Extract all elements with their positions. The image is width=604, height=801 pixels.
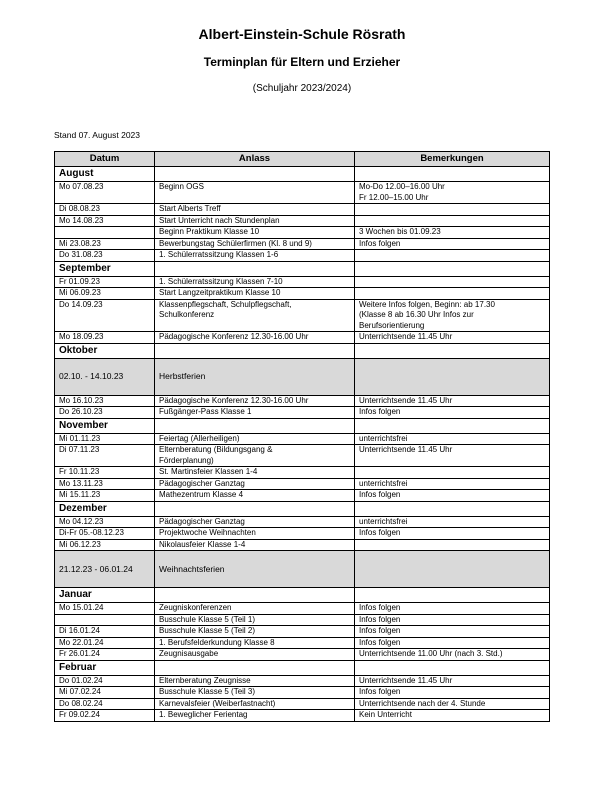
event-cell-line: Förderplanung) [159, 455, 214, 465]
date-cell: Di 07.11.23 [55, 445, 155, 467]
event-cell: 1. Schülerratssitzung Klassen 1-6 [155, 250, 355, 262]
event-cell: St. Martinsfeier Klassen 1-4 [155, 467, 355, 479]
event-cell: Herbstferien [155, 358, 355, 395]
table-row [55, 238, 550, 250]
holiday-row [55, 358, 550, 395]
table-row [55, 637, 550, 649]
empty-cell [155, 660, 355, 675]
note-cell: Kein Unterricht [355, 710, 550, 722]
month-row [55, 343, 550, 358]
note-cell: Unterrichtsende 11.45 Uhr [355, 675, 550, 687]
table-row [55, 227, 550, 239]
event-cell: Nikolausfeier Klasse 1-4 [155, 539, 355, 551]
table-row [55, 407, 550, 419]
note-cell-line: Fr 12.00–15.00 Uhr [359, 192, 429, 202]
table-row [55, 614, 550, 626]
note-cell-line: (Klasse 8 ab 16.30 Uhr Infos zur [359, 310, 474, 319]
note-cell: Infos folgen [355, 626, 550, 638]
month-row [55, 588, 550, 603]
event-cell: Weihnachtsferien [155, 551, 355, 588]
table-row [55, 433, 550, 445]
note-cell [355, 551, 550, 588]
note-cell: Infos folgen [355, 637, 550, 649]
table-header-row [55, 152, 550, 167]
event-cell: Zeugnisausgabe [155, 649, 355, 661]
schedule-body [55, 167, 550, 722]
date-cell: Di 08.08.23 [55, 204, 155, 216]
date-cell: Mo 22.01.24 [55, 637, 155, 649]
table-row [55, 288, 550, 300]
note-cell-line: Weitere Infos folgen, Beginn: ab 17.30 [359, 299, 495, 309]
empty-cell [155, 167, 355, 182]
note-cell-line: Berufsorientierung [359, 320, 425, 330]
empty-cell [355, 588, 550, 603]
note-cell: Infos folgen [355, 528, 550, 540]
note-cell: unterrichtsfrei [355, 478, 550, 490]
date-cell: Di-Fr 05.-08.12.23 [55, 528, 155, 540]
table-row [55, 445, 550, 467]
empty-cell [355, 261, 550, 276]
month-row [55, 261, 550, 276]
note-cell: Infos folgen [355, 407, 550, 419]
month-label: Februar [55, 660, 155, 675]
table-row [55, 698, 550, 710]
date-cell: Do 26.10.23 [55, 407, 155, 419]
date-cell: Fr 09.02.24 [55, 710, 155, 722]
note-cell: unterrichtsfrei [355, 516, 550, 528]
event-cell: Pädagogischer Ganztag [155, 516, 355, 528]
note-cell: Infos folgen [355, 238, 550, 250]
date-cell: Mi 15.11.23 [55, 490, 155, 502]
table-row [55, 276, 550, 288]
event-cell: Pädagogischer Ganztag [155, 478, 355, 490]
date-cell: Do 01.02.24 [55, 675, 155, 687]
event-cell: 1. Schülerratssitzung Klassen 7-10 [155, 276, 355, 288]
date-cell: Do 08.02.24 [55, 698, 155, 710]
date-cell: Mo 13.11.23 [55, 478, 155, 490]
date-cell: Fr 26.01.24 [55, 649, 155, 661]
event-cell: 1. Beweglicher Ferientag [155, 710, 355, 722]
note-cell [355, 276, 550, 288]
note-cell: Unterrichtsende 11.00 Uhr (nach 3. Std.) [355, 649, 550, 661]
date-cell [55, 227, 155, 239]
note-cell [355, 299, 550, 332]
event-cell: Pädagogische Konferenz 12.30-16.00 Uhr [155, 395, 355, 407]
date-cell: Mo 18.09.23 [55, 332, 155, 344]
note-cell: Infos folgen [355, 490, 550, 502]
event-cell: Start Alberts Treff [155, 204, 355, 216]
event-cell: Feiertag (Allerheiligen) [155, 433, 355, 445]
stand-date: Stand 07. August 2023 [54, 130, 141, 140]
event-cell-line: Elternberatung (Bildungsgang & [159, 445, 273, 454]
date-cell: Mi 01.11.23 [55, 433, 155, 445]
event-cell: Zeugniskonferenzen [155, 603, 355, 615]
empty-cell [355, 418, 550, 433]
table-row [55, 490, 550, 502]
date-cell [55, 614, 155, 626]
table-row [55, 299, 550, 332]
note-cell: Infos folgen [355, 687, 550, 699]
column-header-bemerkungen: Bemerkungen [355, 152, 550, 167]
date-cell: Mo 16.10.23 [55, 395, 155, 407]
event-cell: Start Langzeitpraktikum Klasse 10 [155, 288, 355, 300]
date-cell: 02.10. - 14.10.23 [55, 358, 155, 395]
table-row [55, 516, 550, 528]
date-cell: Mi 06.12.23 [55, 539, 155, 551]
table-row [55, 332, 550, 344]
note-cell [355, 182, 550, 204]
event-cell: 1. Berufsfelderkundung Klasse 8 [155, 637, 355, 649]
school-title: Albert-Einstein-Schule Rösrath [198, 26, 406, 42]
date-cell: 21.12.23 - 06.01.24 [55, 551, 155, 588]
empty-cell [155, 418, 355, 433]
event-cell [155, 299, 355, 332]
date-cell: Do 14.09.23 [55, 299, 155, 332]
event-cell: Projektwoche Weihnachten [155, 528, 355, 540]
empty-cell [155, 588, 355, 603]
note-cell: Unterrichtsende 11.45 Uhr [355, 332, 550, 344]
empty-cell [355, 660, 550, 675]
column-header-datum: Datum [55, 152, 155, 167]
note-cell [355, 288, 550, 300]
month-row [55, 660, 550, 675]
table-row [55, 539, 550, 551]
event-cell: Busschule Klasse 5 (Teil 1) [155, 614, 355, 626]
date-cell: Fr 01.09.23 [55, 276, 155, 288]
month-row [55, 167, 550, 182]
event-cell: Busschule Klasse 5 (Teil 3) [155, 687, 355, 699]
note-cell: Unterrichtsende nach der 4. Stunde [355, 698, 550, 710]
month-label: November [55, 418, 155, 433]
date-cell: Mo 07.08.23 [55, 182, 155, 204]
table-row [55, 215, 550, 227]
event-cell [155, 445, 355, 467]
note-cell [355, 467, 550, 479]
table-row [55, 204, 550, 216]
note-cell [355, 215, 550, 227]
event-cell: Beginn Praktikum Klasse 10 [155, 227, 355, 239]
note-cell: Infos folgen [355, 614, 550, 626]
date-cell: Mi 07.02.24 [55, 687, 155, 699]
note-cell-line: Mo-Do 12.00–16.00 Uhr [359, 182, 445, 191]
note-cell [355, 358, 550, 395]
note-cell: 3 Wochen bis 01.09.23 [355, 227, 550, 239]
table-row [55, 467, 550, 479]
month-label: Januar [55, 588, 155, 603]
date-cell: Mo 15.01.24 [55, 603, 155, 615]
document-subtitle: Terminplan für Eltern und Erzieher [203, 55, 401, 69]
empty-cell [155, 501, 355, 516]
month-label: Dezember [55, 501, 155, 516]
event-cell: Busschule Klasse 5 (Teil 2) [155, 626, 355, 638]
event-cell-line: Klassenpflegschaft, Schulpflegschaft, [159, 299, 292, 309]
event-cell: Karnevalsfeier (Weiberfastnacht) [155, 698, 355, 710]
empty-cell [355, 343, 550, 358]
date-cell: Mi 23.08.23 [55, 238, 155, 250]
event-cell: Fußgänger-Pass Klasse 1 [155, 407, 355, 419]
holiday-row [55, 551, 550, 588]
table-row [55, 603, 550, 615]
table-row [55, 675, 550, 687]
school-year: (Schuljahr 2023/2024) [252, 83, 352, 94]
event-cell-line: Schulkonferenz [159, 310, 215, 319]
empty-cell [355, 167, 550, 182]
schedule-table [54, 151, 550, 722]
event-cell: Pädagogische Konferenz 12.30-16.00 Uhr [155, 332, 355, 344]
event-cell: Beginn OGS [155, 182, 355, 204]
month-label: Oktober [55, 343, 155, 358]
empty-cell [155, 343, 355, 358]
month-row [55, 418, 550, 433]
note-cell: Unterrichtsende 11.45 Uhr [355, 395, 550, 407]
table-row [55, 478, 550, 490]
note-cell: Infos folgen [355, 603, 550, 615]
note-cell: Unterrichtsende 11.45 Uhr [355, 445, 550, 467]
date-cell: Mo 04.12.23 [55, 516, 155, 528]
note-cell [355, 539, 550, 551]
table-row [55, 395, 550, 407]
table-row [55, 687, 550, 699]
table-row [55, 528, 550, 540]
date-cell: Fr 10.11.23 [55, 467, 155, 479]
event-cell: Start Unterricht nach Stundenplan [155, 215, 355, 227]
table-row [55, 250, 550, 262]
event-cell: Elternberatung Zeugnisse [155, 675, 355, 687]
month-row [55, 501, 550, 516]
event-cell: Bewerbungstag Schülerfirmen (Kl. 8 und 9) [155, 238, 355, 250]
note-cell [355, 250, 550, 262]
event-cell: Mathezentrum Klasse 4 [155, 490, 355, 502]
empty-cell [155, 261, 355, 276]
empty-cell [355, 501, 550, 516]
month-label: August [55, 167, 155, 182]
date-cell: Di 16.01.24 [55, 626, 155, 638]
date-cell: Mo 14.08.23 [55, 215, 155, 227]
date-cell: Mi 06.09.23 [55, 288, 155, 300]
note-cell [355, 204, 550, 216]
table-row [55, 649, 550, 661]
table-row [55, 182, 550, 204]
table-row [55, 710, 550, 722]
month-label: September [55, 261, 155, 276]
table-row [55, 626, 550, 638]
column-header-anlass: Anlass [155, 152, 355, 167]
date-cell: Do 31.08.23 [55, 250, 155, 262]
note-cell: unterrichtsfrei [355, 433, 550, 445]
